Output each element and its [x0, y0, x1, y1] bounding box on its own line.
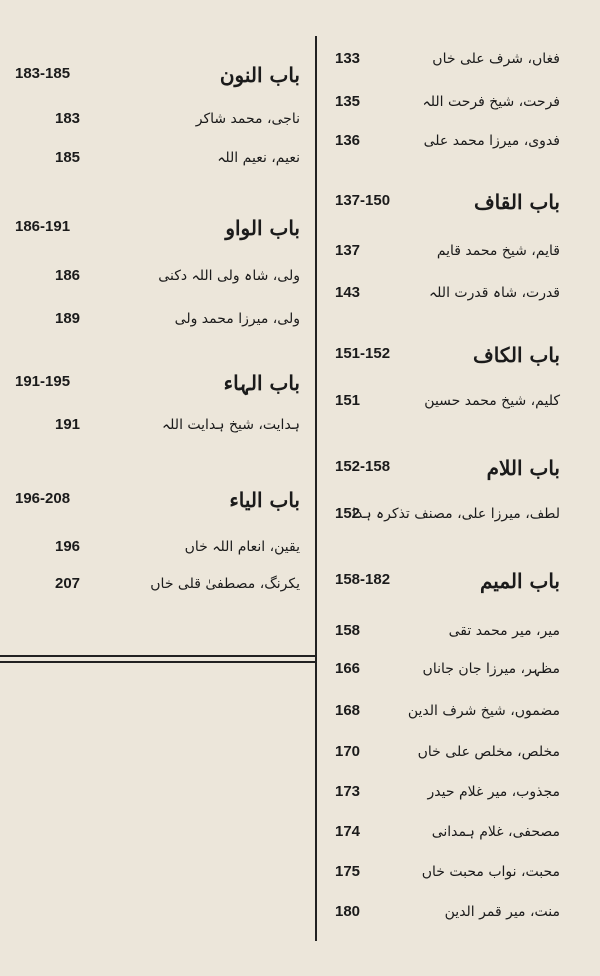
section-page-range: 158-182: [335, 571, 391, 588]
entry-name: فدوی، میرزا محمد علی: [423, 133, 560, 149]
index-entry: [15, 533, 300, 563]
entry-page-number: 137: [335, 242, 361, 259]
entry-page-number: 133: [335, 50, 361, 67]
entry-page-number: 191: [55, 416, 81, 433]
entry-page-number: 173: [335, 783, 361, 800]
entry-page-number: 175: [335, 863, 361, 880]
entry-page-number: 166: [335, 660, 361, 677]
section-title: باب النون: [219, 63, 300, 87]
entry-page-number: 143: [335, 284, 361, 301]
index-entry: [325, 617, 560, 647]
entry-page-number: 168: [335, 702, 361, 719]
entry-name: نعیم، نعیم اللہ: [217, 150, 300, 166]
section-page-range: 196-208: [15, 490, 71, 507]
entry-name: ولی، شاہ ولی اللہ دکنی: [158, 268, 300, 284]
section-page-range: 191-195: [15, 373, 71, 390]
section-page-range: 183-185: [15, 65, 71, 82]
section-page-range: 137-150: [335, 192, 391, 209]
entry-name: فغاں، شرف علی خاں: [432, 51, 560, 67]
entry-page-number: 135: [335, 93, 361, 110]
index-entry: [15, 144, 300, 174]
section-heading: [15, 368, 300, 398]
entry-page-number: 180: [335, 903, 361, 920]
end-rule-top: [0, 655, 315, 657]
section-title: باب الکاف: [473, 343, 560, 367]
entry-name: مضموں، شیخ شرف الدین: [407, 703, 560, 719]
entry-name: یکرنگ، مصطفیٰ قلی خاں: [150, 576, 300, 592]
entry-page-number: 151: [335, 392, 361, 409]
entry-page-number: 186: [55, 267, 81, 284]
entry-page-number: 170: [335, 743, 361, 760]
index-entry: [325, 778, 560, 808]
section-heading: [15, 60, 300, 90]
index-entry: [325, 237, 560, 267]
section-title: باب الواو: [225, 216, 300, 240]
index-entry: [15, 570, 300, 600]
entry-page-number: 185: [55, 149, 81, 166]
entry-name: قایم، شیخ محمد قایم: [436, 243, 560, 259]
index-entry: [325, 898, 560, 928]
section-heading: [325, 340, 560, 370]
section-page-range: 152-158: [335, 458, 391, 475]
index-entry: [325, 88, 560, 118]
entry-name: ناجی، محمد شاکر: [195, 111, 300, 127]
entry-name: میر، میر محمد تقی: [448, 623, 560, 639]
section-heading: [15, 213, 300, 243]
entry-name: یقین، انعام اللہ خاں: [184, 539, 300, 555]
entry-page-number: 152: [335, 505, 361, 522]
index-entry: [325, 818, 560, 848]
section-heading: [15, 485, 300, 515]
index-entry: [15, 411, 300, 441]
entry-name: فرحت، شیخ فرحت اللہ: [422, 94, 560, 110]
entry-name: قدرت، شاہ قدرت اللہ: [428, 285, 560, 301]
entry-name: ہدایت، شیخ ہدایت اللہ: [161, 417, 300, 433]
section-title: باب المیم: [479, 569, 560, 593]
section-title: باب اللام: [486, 456, 560, 480]
index-entry: [325, 387, 560, 417]
entry-name: ولی، میرزا محمد ولی: [174, 311, 300, 327]
entry-page-number: 183: [55, 110, 81, 127]
index-entry: [325, 655, 560, 685]
entry-name: منت، میر قمر الدین: [444, 904, 560, 920]
index-entry: [325, 279, 560, 309]
entry-name: کلیم، شیخ محمد حسین: [424, 393, 560, 409]
section-page-range: 151-152: [335, 345, 391, 362]
entry-name: مجذوب، میر غلام حیدر: [427, 784, 560, 800]
end-rule-bottom: [0, 661, 315, 663]
index-entry: [15, 305, 300, 335]
entry-page-number: 158: [335, 622, 361, 639]
entry-name: مصحفی، غلام ہمدانی: [431, 824, 560, 840]
index-entry: [15, 262, 300, 292]
index-entry: [325, 127, 560, 157]
entry-name: مظہر، میرزا جان جاناں: [422, 661, 560, 677]
entry-page-number: 174: [335, 823, 361, 840]
index-entry: [325, 697, 560, 727]
section-title: باب القاف: [473, 190, 560, 214]
section-heading: [325, 187, 560, 217]
entry-name: لطف، میرزا علی، مصنف تذکرہ ہذا: [352, 506, 560, 522]
index-entry: [325, 858, 560, 888]
entry-page-number: 196: [55, 538, 81, 555]
entry-name: محبت، نواب محبت خاں: [421, 864, 560, 880]
index-entry: [325, 500, 560, 530]
section-heading: [325, 566, 560, 596]
entry-page-number: 189: [55, 310, 81, 327]
index-entry: [15, 105, 300, 135]
section-heading: [325, 453, 560, 483]
index-entry: [325, 45, 560, 75]
entry-page-number: 207: [55, 575, 81, 592]
entry-page-number: 136: [335, 132, 361, 149]
section-title: باب الیاء: [229, 488, 300, 512]
section-page-range: 186-191: [15, 218, 71, 235]
entry-name: مخلص، مخلص علی خاں: [417, 744, 560, 760]
section-title: باب الہاء: [223, 371, 300, 395]
column-divider: [315, 36, 317, 941]
index-entry: [325, 738, 560, 768]
